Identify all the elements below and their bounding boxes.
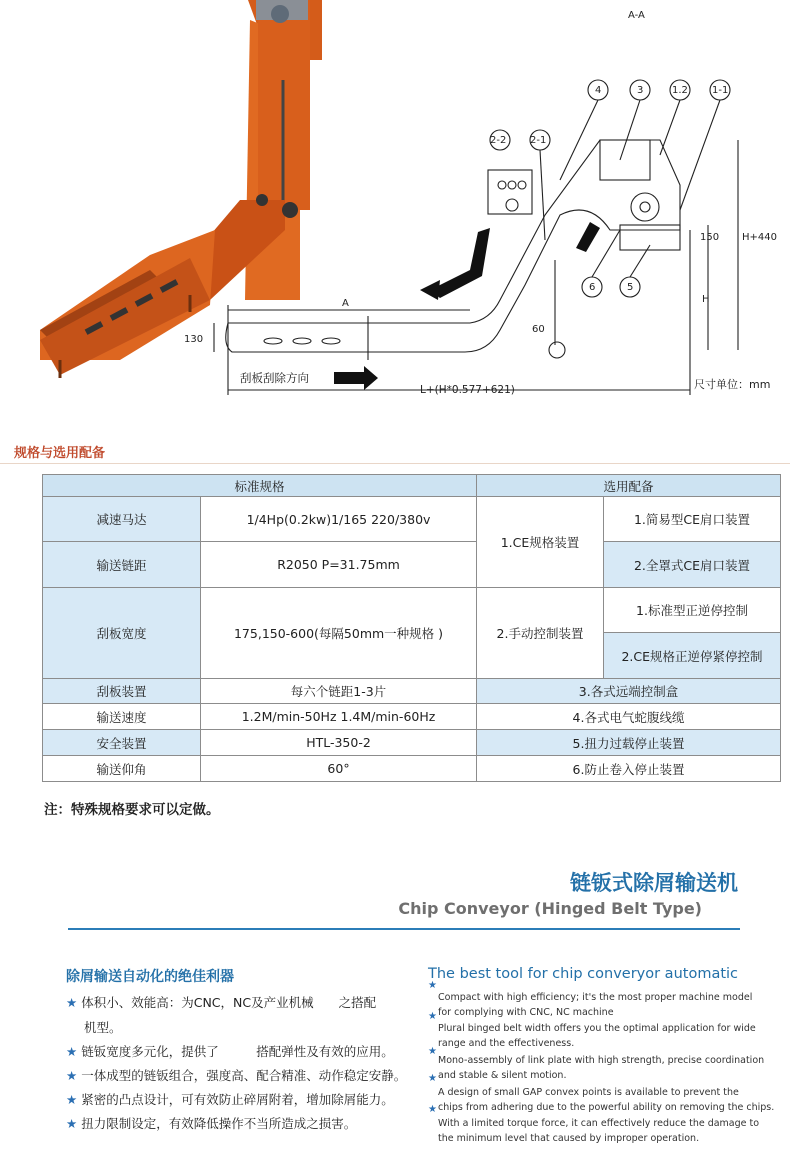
spec-value-motor: 1/4Hp(0.2kw)1/165 220/380v bbox=[201, 497, 477, 542]
spec-name-safety: 安全装置 bbox=[43, 730, 201, 756]
dim-h440-label: H+440 bbox=[742, 232, 777, 243]
feature-en-line-9: With a limited torque force, it can effectively reduce the damage to bbox=[438, 1118, 760, 1129]
callout-6: 6 bbox=[589, 282, 596, 293]
option-standard-control: 1.标准型正逆停控制 bbox=[604, 588, 781, 633]
spec-value-speed: 1.2M/min-50Hz 1.4M/min-60Hz bbox=[201, 704, 477, 730]
features-en-title: The best tool for chip converyor automatic bbox=[428, 966, 739, 982]
option-ce-emergency-control: 2.CE规格正逆停紧停控制 bbox=[604, 633, 781, 679]
title-underline bbox=[68, 928, 740, 930]
spec-table bbox=[42, 474, 781, 782]
callout-1-2: 1.2 bbox=[672, 85, 688, 96]
feature-cn-5: ★ 扭力限制设定，有效降低操作不当所造成之损害。 bbox=[66, 1116, 357, 1131]
spec-name-scraper-width: 刮板宽度 bbox=[43, 588, 201, 679]
feature-cn-4: ★ 紧密的凸点设计，可有效防止碎屑附着，增加除屑能力。 bbox=[66, 1092, 394, 1107]
spec-value-angle: 60° bbox=[201, 756, 477, 782]
scraper-direction-label: 刮板刮除方向 bbox=[240, 371, 309, 385]
feature-cn-2: ★ 链钣宽度多元化，提供了 搭配弹性及有效的应用。 bbox=[66, 1044, 394, 1059]
feature-cn-3: ★ 一体成型的链钣组合，强度高、配合精准、动作稳定安静。 bbox=[66, 1068, 407, 1083]
star-icon: ★ bbox=[66, 1068, 78, 1083]
option-ce-full-cover: 2.全罩式CE肩口装置 bbox=[604, 542, 781, 588]
dim-150-label: 150 bbox=[700, 232, 720, 243]
feature-en-line-10: the minimum level that caused by improper operation. bbox=[438, 1133, 700, 1144]
spec-name-speed: 输送速度 bbox=[43, 704, 201, 730]
dim-h-label: H bbox=[702, 294, 710, 305]
feature-en-line-4: range and the effectiveness. bbox=[438, 1038, 575, 1049]
callout-5: 5 bbox=[627, 282, 634, 293]
dim-60-label: 60 bbox=[532, 324, 545, 335]
star-icon: ★ bbox=[428, 1104, 437, 1115]
callout-4: 4 bbox=[595, 85, 602, 96]
spec-value-scraper-width: 175,150-600(每隔50mm一种规格 ) bbox=[201, 588, 477, 679]
spec-name-angle: 输送仰角 bbox=[43, 756, 201, 782]
star-icon: ★ bbox=[66, 1116, 78, 1131]
dim-a-label: A bbox=[342, 298, 349, 309]
conveyor-photo bbox=[40, 0, 322, 378]
star-icon: ★ bbox=[428, 1011, 437, 1022]
unit-label: 尺寸单位：mm bbox=[694, 378, 771, 391]
star-icon: ★ bbox=[66, 995, 78, 1010]
callout-1-1: 1-1 bbox=[712, 85, 729, 96]
option-anti-entrapment: 6.防止卷入停止装置 bbox=[477, 756, 781, 782]
feature-en-line-1: Compact with high efficiency; it's the most proper machine model bbox=[438, 992, 753, 1003]
product-illustration bbox=[0, 0, 790, 430]
spec-value-chain-pitch: R2050 P=31.75mm bbox=[201, 542, 477, 588]
feature-en-line-5: Mono-assembly of link plate with high strength, precise coordination bbox=[438, 1055, 765, 1066]
star-icon: ★ bbox=[428, 1073, 437, 1084]
spec-name-motor: 减速马达 bbox=[43, 497, 201, 542]
option-ce-simple: 1.简易型CE肩口装置 bbox=[604, 497, 781, 542]
custom-note: 注：特殊规格要求可以定做。 bbox=[44, 802, 220, 818]
option-manual-control: 2.手动控制装置 bbox=[477, 588, 604, 679]
dim-130-label: 130 bbox=[184, 334, 204, 345]
spec-section-title: 规格与选用配备 bbox=[14, 446, 106, 461]
feature-en-line-3: Plural binged belt width offers you the optimal application for wide bbox=[438, 1023, 756, 1034]
option-cable: 4.各式电气蛇腹线缆 bbox=[477, 704, 781, 730]
star-icon: ★ bbox=[66, 1092, 78, 1107]
spec-value-scraper-device: 每六个链距1-3片 bbox=[201, 679, 477, 704]
product-title-cn: 链钣式除屑输送机 bbox=[570, 871, 738, 895]
feature-en-line-2: for complying with CNC, NC machine bbox=[438, 1007, 614, 1018]
callout-2-2: 2-2 bbox=[490, 135, 507, 146]
option-ce-device: 1.CE规格装置 bbox=[477, 497, 604, 588]
option-remote-box: 3.各式远端控制盒 bbox=[477, 679, 781, 704]
star-icon: ★ bbox=[66, 1044, 78, 1059]
feature-en-line-8: chips from adhering due to the powerful ability on removing the chips. bbox=[438, 1102, 775, 1113]
section-divider bbox=[0, 463, 790, 464]
callout-3: 3 bbox=[637, 85, 644, 96]
spec-name-chain-pitch: 输送链距 bbox=[43, 542, 201, 588]
features-cn-title: 除屑输送自动化的绝佳利器 bbox=[66, 969, 234, 985]
feature-en-line-7: A design of small GAP convex points is available to prevent the bbox=[438, 1087, 739, 1098]
spec-value-safety: HTL-350-2 bbox=[201, 730, 477, 756]
length-formula: L+(H*0.577+621) bbox=[420, 384, 515, 396]
spec-name-scraper-device: 刮板装置 bbox=[43, 679, 201, 704]
star-icon: ★ bbox=[428, 980, 437, 991]
flow-arrows bbox=[334, 222, 600, 390]
product-title-en: Chip Conveyor (Hinged Belt Type) bbox=[398, 899, 702, 918]
feature-cn-1-cont: 机型。 bbox=[84, 1020, 122, 1035]
header-optional-equipment: 选用配备 bbox=[477, 475, 781, 497]
feature-en-line-6: and stable & silent motion. bbox=[438, 1070, 567, 1081]
callout-2-1: 2-1 bbox=[530, 135, 547, 146]
header-standard-spec: 标准规格 bbox=[43, 475, 477, 497]
option-torque-stop: 5.扭力过载停止装置 bbox=[477, 730, 781, 756]
star-icon: ★ bbox=[428, 1046, 437, 1057]
feature-cn-1: ★ 体积小、效能高：为CNC，NC及产业机械 之搭配 bbox=[66, 995, 377, 1010]
section-label: A-A bbox=[628, 10, 645, 21]
